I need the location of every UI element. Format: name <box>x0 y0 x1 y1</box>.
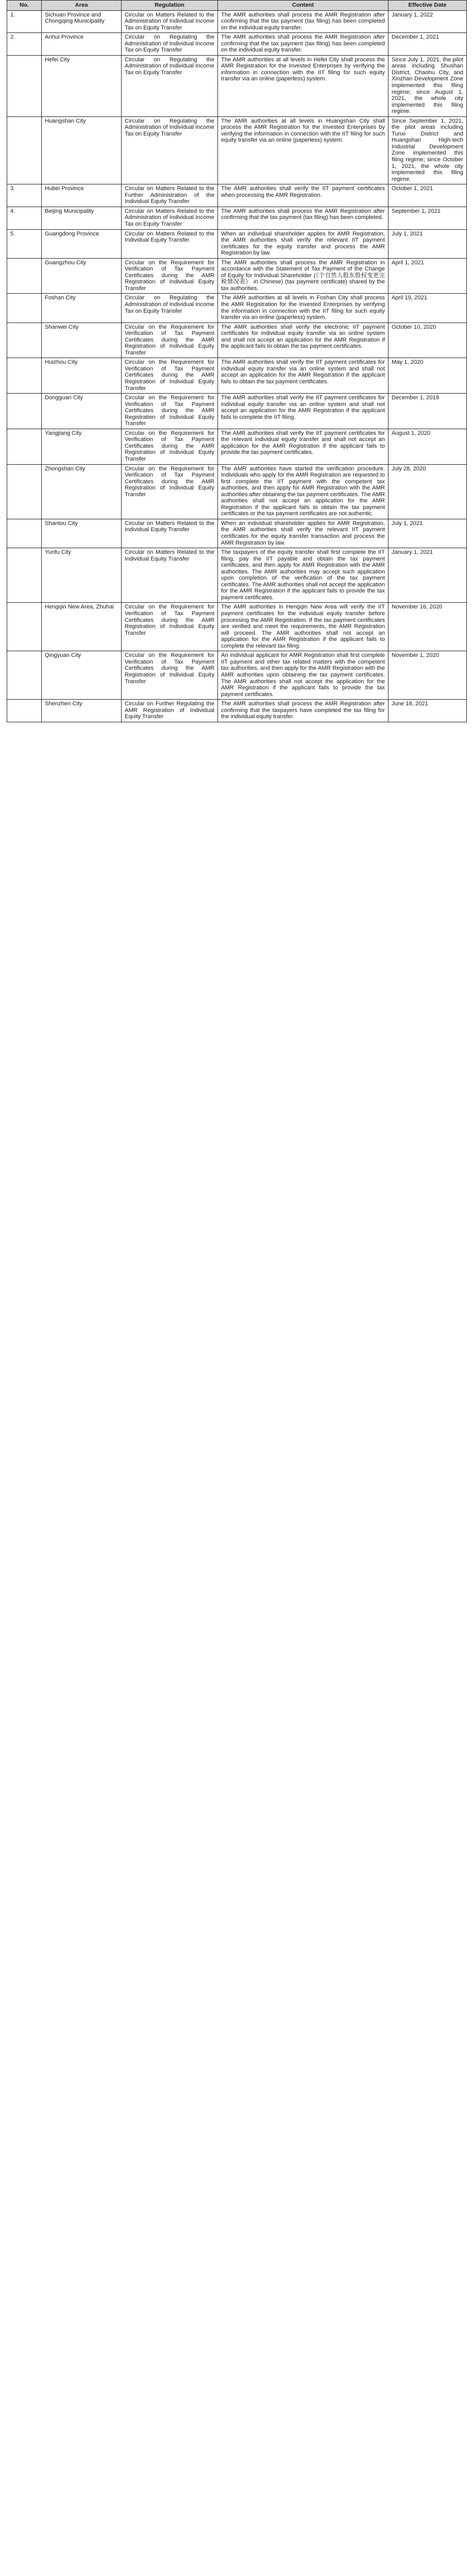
cell-no <box>7 519 42 548</box>
cell-regulation: Circular on the Requirement for Verification of Tax Payment Certificates during the AMR Registration of Individual Equity Transfer <box>122 651 218 700</box>
cell-area: Hubei Province <box>42 184 122 207</box>
table-row <box>7 207 467 229</box>
regulations-table <box>7 0 467 722</box>
cell-content: The taxpayers of the equity transfer shall first complete the IIT filing, pay the IIT payable and obtain the tax payment certificates, and then apply for AMR Registration with the AMR authorities. The AMR authorities may accept such application upon completion of the verification of the tax payment certificates. The AMR authorities shall not accept the application for the AMR Registration if the applicant fails to provide the tax payment certificates. <box>218 548 388 603</box>
cell-content: The AMR authorities at all levels in Huangshan City shall process the AMR Registration for the Invested Enterprises by verifying the information in connection with the IIT filing for such equity transfer via an online (paperless) system. <box>218 116 388 184</box>
table-row <box>7 323 467 358</box>
cell-regulation: Circular on Regulating the Administration of Individual Income Tax on Equity Transfer <box>122 294 218 323</box>
cell-area: Guangdong Province <box>42 229 122 258</box>
cell-effective-date: April 19, 2021 <box>388 294 467 323</box>
table-body <box>7 10 467 722</box>
cell-content: The AMR authorities have started the verification procedure. Individuals who apply for the AMR Registration are requested to first complete the IIT payment with the competent tax authorities, and then apply for AMR Registration with the AMR authorities after obtaining the tax payment certificates. The AMR authorities shall not accept an application for the AMR Registration if the applicant fails to obtain the tax payment certificates or the tax payment certificates are not authentic. <box>218 464 388 519</box>
cell-no <box>7 323 42 358</box>
table-row <box>7 464 467 519</box>
cell-no <box>7 294 42 323</box>
cell-regulation: Circular on the Requirement for Verification of Tax Payment Certificates during the AMR Registration of Individual Equity Transfer <box>122 358 218 394</box>
cell-regulation: Circular on Matters Related to the Individual Equity Transfer <box>122 548 218 603</box>
cell-effective-date: October 1, 2021 <box>388 184 467 207</box>
cell-area: Anhui Province <box>42 33 122 56</box>
cell-regulation: Circular on the Requirement for Verification of Tax Payment Certificates during the AMR Registration of Individual Equity Transfer <box>122 258 218 294</box>
cell-effective-date: April 1, 2021 <box>388 258 467 294</box>
cell-effective-date: December 1, 2021 <box>388 33 467 56</box>
cell-area: Shanwei City <box>42 323 122 358</box>
table-row <box>7 184 467 207</box>
table-row <box>7 258 467 294</box>
cell-area: Dongguan City <box>42 394 122 429</box>
header-row <box>7 1 467 11</box>
cell-regulation: Circular on the Requirement for Verification of Tax Payment Certificates during the AMR Registration of Individual Equity Transfer <box>122 394 218 429</box>
header-area: Area <box>42 1 122 11</box>
cell-effective-date: July 28, 2020 <box>388 464 467 519</box>
cell-area: Shantou City <box>42 519 122 548</box>
cell-no <box>7 258 42 294</box>
table-row <box>7 700 467 722</box>
cell-regulation: Circular on Matters Related to the Individual Equity Transfer <box>122 519 218 548</box>
cell-no: 1. <box>7 10 42 33</box>
cell-no <box>7 429 42 464</box>
table-row <box>7 394 467 429</box>
cell-no <box>7 358 42 394</box>
cell-no: 5. <box>7 229 42 258</box>
table-row <box>7 33 467 56</box>
cell-effective-date: July 1, 2021 <box>388 229 467 258</box>
cell-effective-date: January 1, 2022 <box>388 10 467 33</box>
table-row <box>7 603 467 651</box>
table-row <box>7 358 467 394</box>
cell-no <box>7 548 42 603</box>
cell-area: Beijing Municipality <box>42 207 122 229</box>
cell-regulation: Circular on Matters Related to the Individual Equity Transfer <box>122 229 218 258</box>
cell-content: The AMR authorities shall process the AMR Registration after confirming that the tax payment (tax filing) has been completed. <box>218 207 388 229</box>
cell-content: The AMR authorities shall verify the IIT payment certificates for individual equity transfer via an online system and shall not accept an application for the AMR Registration if the applicant fails to obtain the tax payment certificates. <box>218 358 388 394</box>
cell-effective-date: November 1, 2020 <box>388 651 467 700</box>
cell-area: Qingyuan City <box>42 651 122 700</box>
cell-regulation: Circular on Matters Related to the Administration of Individual Income Tax on Equity Transfer <box>122 10 218 33</box>
table-row <box>7 519 467 548</box>
cell-no: 3. <box>7 184 42 207</box>
cell-effective-date: October 10, 2020 <box>388 323 467 358</box>
table-row <box>7 55 467 116</box>
cell-regulation: Circular on Further Regulating the AMR Registration of Individual Equity Transfer <box>122 700 218 722</box>
cell-effective-date: January 1, 2021 <box>388 548 467 603</box>
cell-content: The AMR authorities shall process the AMR Registration after confirming that the taxpayers have completed the tax filing for the individual equity transfer. <box>218 700 388 722</box>
cell-regulation: Circular on the Requirement for Verification of Tax Payment Certificates during the AMR Registration of Individual Equity Transfer <box>122 323 218 358</box>
cell-regulation: Circular on the Requirement for Verification of Tax Payment Certificates during the AMR Registration of Individual Equity Transfer <box>122 603 218 651</box>
cell-content: The AMR authorities shall verify the IIT payment certificates for the relevant individual equity transfer and shall not accept an application for the AMR Registration if the applicant fails to provide the tax payment certificates. <box>218 429 388 464</box>
cell-no: 4. <box>7 207 42 229</box>
cell-effective-date: August 1, 2020 <box>388 429 467 464</box>
table-row <box>7 10 467 33</box>
cell-area: Huangshan City <box>42 116 122 184</box>
cell-no: 2. <box>7 33 42 56</box>
header-no: No. <box>7 1 42 11</box>
table-row <box>7 294 467 323</box>
cell-effective-date: December 1, 2019 <box>388 394 467 429</box>
cell-effective-date: Since July 1, 2021, the pilot areas including Shushan District, Chaohu City, and Xinzhan Development Zone implemented this filing regime; since August 1, 2021, the whole city implemented this filing regime. <box>388 55 467 116</box>
cell-effective-date: May 1, 2020 <box>388 358 467 394</box>
cell-no <box>7 464 42 519</box>
cell-effective-date: June 18, 2021 <box>388 700 467 722</box>
cell-no <box>7 116 42 184</box>
cell-content: The AMR authorities in Hengqin New Area will verify the IIT payment certificates for the individual equity transfer before processing the AMR Registration. If the tax payment certificates are verified and meet the requirements, the AMR Registration will proceed. The AMR authorities shall not accept an application for the AMR Registration if the applicant fails to complete the relevant tax filing. <box>218 603 388 651</box>
cell-regulation: Circular on Matters Related to the Administration of Individual Income Tax on Equity Transfer <box>122 207 218 229</box>
cell-content: The AMR authorities at all levels in Foshan City shall process the AMR Registration for the Invested Enterprises by verifying the information in connection with the IIT filing for such equity transfer via an online (paperless) system. <box>218 294 388 323</box>
cell-area: Shenzhen City <box>42 700 122 722</box>
cell-no <box>7 651 42 700</box>
cell-effective-date: September 1, 2021 <box>388 207 467 229</box>
cell-area: Yunfu City <box>42 548 122 603</box>
cell-content: An individual applicant for AMR Registration shall first complete IIT payment and other tax related matters with the competent tax authorities, and then apply for the AMR Registration with the AMR authorities upon obtaining the tax payment certificates. The AMR authorities shall not accept the application for the AMR Registration if the applicant fails to provide the tax payment certificates. <box>218 651 388 700</box>
cell-no <box>7 55 42 116</box>
cell-area: Yangjiang City <box>42 429 122 464</box>
cell-regulation: Circular on Regulating the Administration of Individual Income Tax on Equity Transfer <box>122 116 218 184</box>
cell-content: The AMR authorities shall process the AMR Registration after confirming that the tax payment (tax filing) has been completed on the individual equity transfer. <box>218 10 388 33</box>
cell-area: Foshan City <box>42 294 122 323</box>
table-row <box>7 548 467 603</box>
cell-content: The AMR authorities shall verify the IIT payment certificates for individual equity transfer via an online system and shall not accept an application for the AMR Registration if the applicant fails to complete the IIT filing. <box>218 394 388 429</box>
table-row <box>7 116 467 184</box>
cell-content: The AMR authorities shall process the AMR Registration in accordance with the Statement of Tax Payment of the Change of Equity for Individual Shareholder (《个自然人股东股权变更完税情况表》 in Chinese) (tax payment certificate) shared by the tax authorities. <box>218 258 388 294</box>
cell-area: Guangzhou City <box>42 258 122 294</box>
cell-no <box>7 394 42 429</box>
cell-no <box>7 700 42 722</box>
cell-content: The AMR authorities at all levels in Hefei City shall process the AMR Registration for the Invested Enterprises by verifying the information in connection with the IIT filing for such equity transfer via an online (paperless) system. <box>218 55 388 116</box>
header-regulation: Regulation <box>122 1 218 11</box>
cell-regulation: Circular on Matters Related to the Further Administration of the Individual Equity Transfer <box>122 184 218 207</box>
cell-regulation: Circular on the Requirement for Verification of Tax Payment Certificates during the AMR Registration of Individual Equity Transfer <box>122 464 218 519</box>
cell-content: The AMR authorities shall verify the electronic IIT payment certificates for individual equity transfer via an online system and shall not accept an application for the AMR Registration if the applicant fails to obtain the tax payment certificates. <box>218 323 388 358</box>
table-row <box>7 429 467 464</box>
cell-area: Hengqin New Area, Zhuhai <box>42 603 122 651</box>
cell-content: When an individual shareholder applies for AMR Registration, the AMR authorities shall verify the relevant IIT payment certificates for the equity transfer transaction and process the AMR Registration by law. <box>218 519 388 548</box>
cell-effective-date: November 16, 2020 <box>388 603 467 651</box>
header-effective-date: Effective Date <box>388 1 467 11</box>
cell-regulation: Circular on Regulating the Administration of Individual Income Tax on Equity Transfer <box>122 33 218 56</box>
cell-content: The AMR authorities shall process the AMR Registration after confirming that the tax payment (tax filing) has been completed on the individual equity transfer. <box>218 33 388 56</box>
cell-regulation: Circular on Regulating the Administration of Individual Income Tax on Equity Transfer <box>122 55 218 116</box>
cell-area: Sichuan Province and Chongqing Municipality <box>42 10 122 33</box>
cell-area: Hefei City <box>42 55 122 116</box>
cell-area: Huizhou City <box>42 358 122 394</box>
header-content: Content <box>218 1 388 11</box>
cell-effective-date: Since September 1, 2021, the pilot areas including Tunxi District and Huangshan High-tech Industrial Development Zone implemented this filing regime; since October 1, 2021, the whole city implemented this filing regime. <box>388 116 467 184</box>
table-row <box>7 229 467 258</box>
cell-content: The AMR authorities shall verify the IIT payment certificates when processing the AMR Registration. <box>218 184 388 207</box>
table-row <box>7 651 467 700</box>
table-header <box>7 1 467 11</box>
cell-regulation: Circular on the Requirement for Verification of Tax Payment Certificates during the AMR Registration of Individual Equity Transfer <box>122 429 218 464</box>
cell-effective-date: July 1, 2021 <box>388 519 467 548</box>
cell-area: Zhongshan City <box>42 464 122 519</box>
cell-no <box>7 603 42 651</box>
cell-content: When an individual shareholder applies for AMR Registration, the AMR authorities shall verify the relevant IIT payment certificates for the equity transfer and process the AMR Registration by law. <box>218 229 388 258</box>
